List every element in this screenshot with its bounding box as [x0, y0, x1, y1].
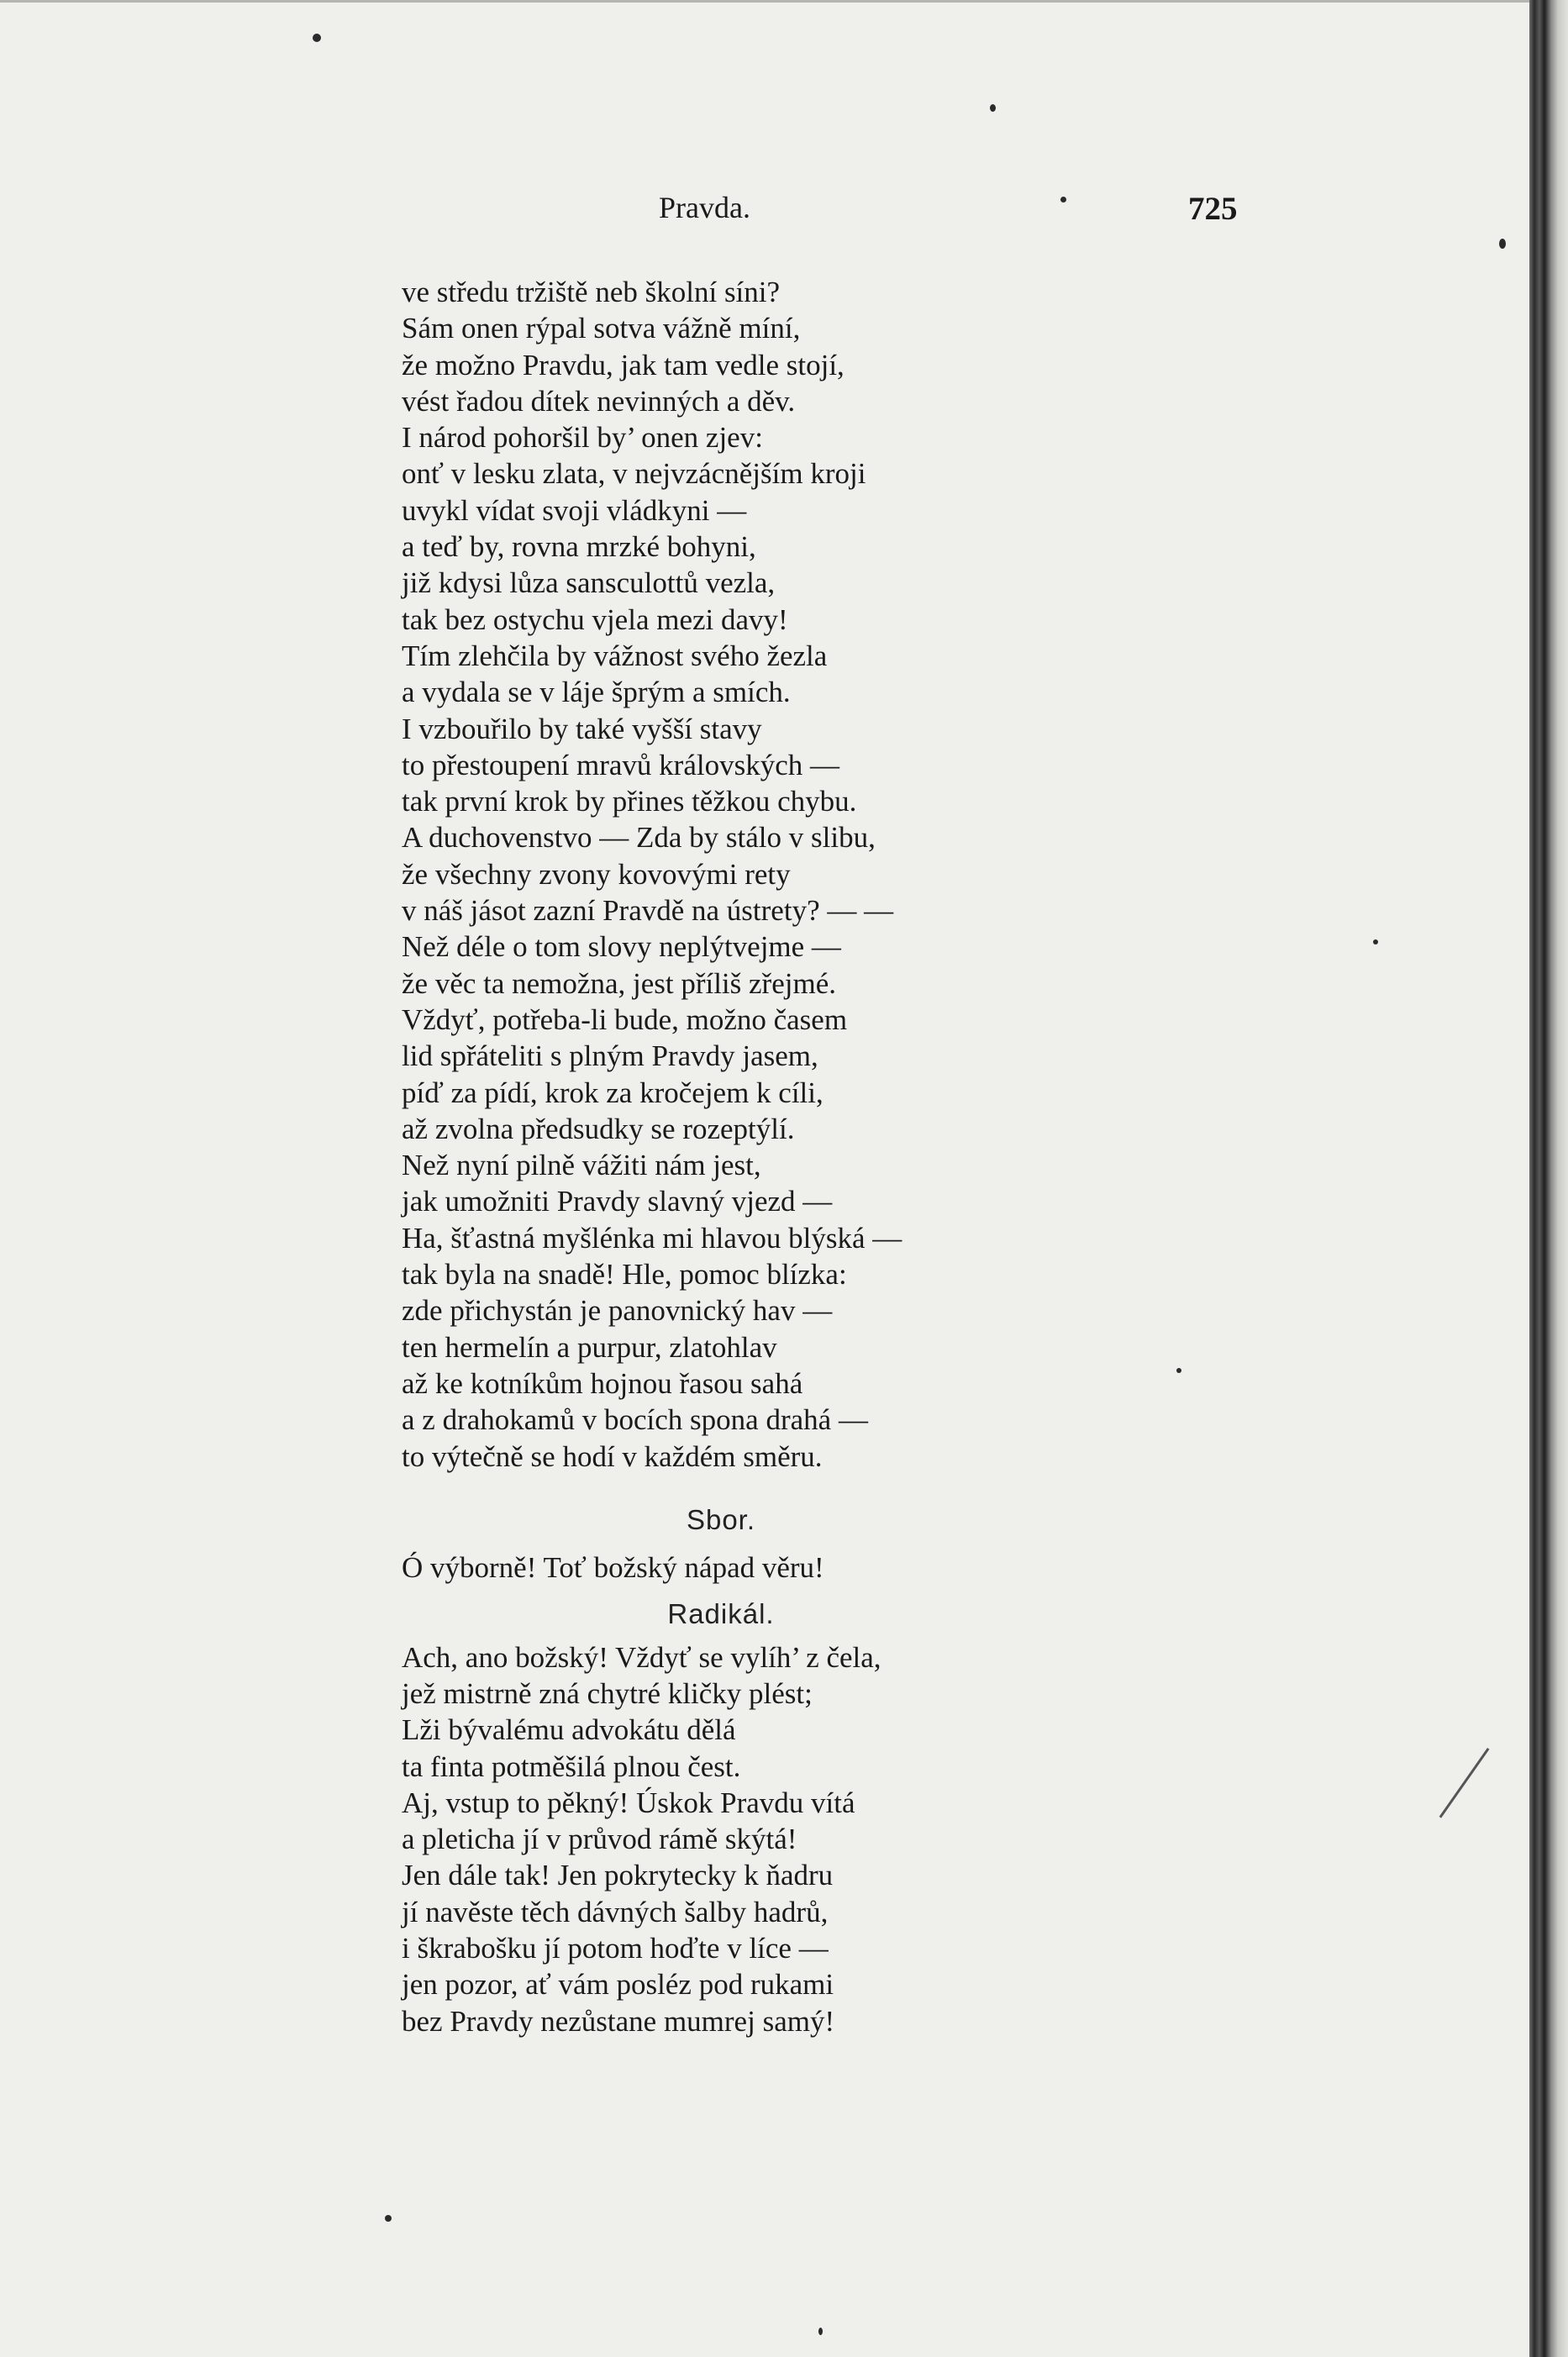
verse-line: již kdysi lůza sansculottů vezla,	[402, 566, 776, 600]
scan-speck	[1176, 1368, 1181, 1373]
verse-line: a z drahokamů v bocích spona drahá —	[402, 1403, 868, 1437]
verse-line: Sám onen rýpal sotva vážně míní,	[402, 312, 801, 345]
verse-line: lid spřáteliti s plným Pravdy jasem,	[402, 1039, 818, 1073]
verse-line: a pleticha jí v průvod rámě skýtá!	[402, 1823, 797, 1856]
scan-speck	[990, 104, 996, 112]
verse-line: uvykl vídat svoji vládkyni —	[402, 493, 747, 527]
verse-line: jak umožniti Pravdy slavný vjezd —	[402, 1185, 833, 1218]
verse-line: vést řadou dítek nevinných a děv.	[402, 384, 796, 418]
verse-line: a vydala se v láje šprým a smích.	[402, 676, 791, 709]
verse-line: tak byla na snadě! Hle, pomoc blízka:	[402, 1258, 847, 1292]
verse-line: jen pozor, ať vám posléz pod rukami	[402, 1968, 834, 2002]
verse-line: i škrabošku jí potom hoďte v líce —	[402, 1932, 829, 1965]
verse-line: tak první krok by přines těžkou chybu.	[402, 785, 857, 818]
verse-line: ta finta potměšilá plnou čest.	[402, 1749, 741, 1783]
page-number: 725	[1188, 191, 1238, 227]
poem-text	[402, 274, 1242, 2039]
verse-line: Vždyť, potřeba-li bude, možno časem	[402, 1002, 848, 1036]
verse-line: jež mistrně zná chytré kličky plést;	[402, 1676, 813, 1710]
scan-speck	[1060, 197, 1066, 203]
verse-line: Tím zlehčila by vážnost svého žezla	[402, 639, 828, 672]
verse-block-1	[402, 274, 1242, 1475]
scan-speck	[385, 2215, 392, 2222]
scan-mark	[1439, 1748, 1490, 1818]
verse-line: I národ pohoršil by’ onen zjev:	[402, 421, 763, 455]
verse-line: Než déle o tom slovy neplýtvejme —	[402, 930, 841, 964]
verse-line: bez Pravdy nezůstane mumrej samý!	[402, 2004, 835, 2038]
verse-line: ten hermelín a purpur, zlatohlav	[402, 1330, 777, 1364]
verse-line: a teď by, rovna mrzké bohyni,	[402, 530, 756, 564]
verse-line: až zvolna předsudky se rozeptýlí.	[402, 1112, 795, 1145]
speaker-name-radikal: Radikál.	[667, 1598, 775, 1630]
book-binding-edge	[1529, 0, 1568, 2357]
verse-line: až ke kotníkům hojnou řasou sahá	[402, 1366, 803, 1400]
verse-line: že možno Pravdu, jak tam vedle stojí,	[402, 348, 845, 381]
verse-line: v náš jásot zazní Pravdě na ústrety? — —	[402, 894, 894, 928]
verse-line: že věc ta nemožna, jest příliš zřejmé.	[402, 966, 836, 1000]
verse-line: že všechny zvony kovovými rety	[402, 857, 791, 891]
scan-speck	[1373, 939, 1378, 944]
verse-line: to přestoupení mravů královských —	[402, 748, 840, 781]
chorus-line: Ó výborně! Toť božský nápad věru!	[402, 1551, 824, 1585]
verse-line: ve středu tržiště neb školní síni?	[402, 276, 781, 308]
verse-line: onť v lesku zlata, v nejvzácnějším kroji	[402, 457, 866, 491]
page-top-edge	[0, 0, 1529, 3]
verse-line: Aj, vstup to pěkný! Úskok Pravdu vítá	[402, 1786, 855, 1819]
running-title: Pravda.	[659, 191, 750, 224]
verse-line: Než nyní pilně vážiti nám jest,	[402, 1149, 761, 1182]
verse-line: Ha, šťastná myšlénka mi hlavou blýská —	[402, 1221, 902, 1255]
verse-line: to výtečně se hodí v každém směru.	[402, 1439, 823, 1473]
verse-line: Jen dále tak! Jen pokrytecky k ňadru	[402, 1859, 834, 1892]
verse-line: A duchovenstvo — Zda by stálo v slibu,	[402, 821, 876, 855]
scan-speck	[818, 2328, 823, 2335]
verse-line: Ach, ano božský! Vždyť se vylíh’ z čela,	[402, 1640, 881, 1674]
verse-block-2	[402, 1639, 1242, 2039]
verse-line: píď za pídí, krok za kročejem k cíli,	[402, 1076, 823, 1109]
speaker-name-sbor: Sbor.	[686, 1503, 756, 1535]
running-header	[0, 190, 1529, 240]
scan-speck	[1499, 239, 1506, 249]
verse-line: jí navěste těch dávných šalby hadrů,	[402, 1895, 829, 1928]
verse-line: tak bez ostychu vjela mezi davy!	[402, 602, 788, 636]
verse-line: Lži bývalému advokátu dělá	[402, 1713, 736, 1747]
verse-line: I vzbouřilo by také vyšší stavy	[402, 712, 762, 745]
verse-line: zde přichystán je panovnický hav —	[402, 1294, 833, 1328]
scan-speck	[313, 34, 321, 42]
